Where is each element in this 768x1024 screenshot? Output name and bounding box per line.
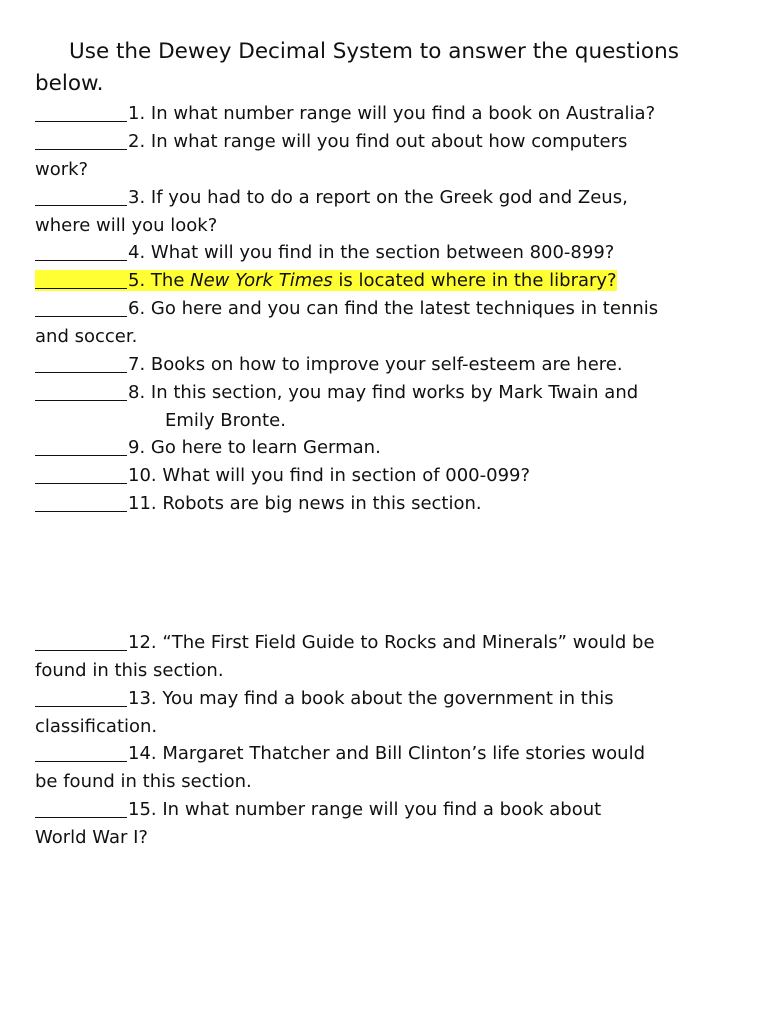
answer-blank-2[interactable] [35, 129, 127, 150]
question-11 [35, 490, 750, 518]
question-number: 6. [128, 298, 146, 319]
question-text: If you had to do a report on the Greek god and Zeus, [150, 187, 628, 208]
question-text: You may find a book about the government in this [162, 688, 614, 709]
question-text: In what number range will you find a book about [162, 799, 602, 820]
question-1 [35, 100, 750, 128]
question-number: 12. [128, 632, 157, 653]
question-text: The [150, 270, 185, 291]
question-text: In this section, you may find works by Mark Twain and [150, 382, 639, 403]
question-number: 1. [128, 103, 146, 124]
answer-blank-1[interactable] [35, 101, 127, 122]
highlighted-question [35, 270, 617, 291]
question-text: Go here and you can find the latest techniques in tennis [150, 298, 659, 319]
question-4 [35, 239, 750, 267]
question-text-continued: and soccer. [35, 325, 138, 347]
question-text-continued: World War I? [35, 826, 148, 848]
question-text-continued: where will you look? [35, 214, 218, 236]
question-text-continued: found in this section. [35, 659, 224, 681]
question-text-continued: classification. [35, 715, 158, 737]
question-9 [35, 434, 750, 462]
answer-blank-4[interactable] [35, 240, 127, 261]
question-text: Robots are big news in this section. [162, 493, 482, 514]
question-number: 8. [128, 382, 146, 403]
question-text-rest: is located where in the library? [338, 270, 617, 291]
answer-blank-10[interactable] [35, 463, 127, 484]
answer-blank-11[interactable] [35, 491, 127, 512]
question-number: 2. [128, 131, 146, 152]
question-text: Go here to learn German. [150, 437, 381, 458]
answer-blank-7[interactable] [35, 352, 127, 373]
answer-blank-6[interactable] [35, 296, 127, 317]
question-text: In what number range will you find a book on Australia? [150, 103, 656, 124]
answer-blank-15[interactable] [35, 797, 127, 818]
question-number: 15. [128, 799, 157, 820]
question-text-continued: be found in this section. [35, 770, 252, 792]
question-number: 7. [128, 354, 146, 375]
question-text: What will you find in the section between 800-899? [150, 242, 615, 263]
question-number: 9. [128, 437, 146, 458]
question-15 [35, 796, 750, 852]
question-text: In what range will you find out about how computers [150, 131, 628, 152]
question-number: 5. [128, 270, 146, 291]
question-6 [35, 295, 750, 351]
question-14 [35, 740, 750, 796]
question-number: 10. [128, 465, 157, 486]
answer-blank-3[interactable] [35, 185, 127, 206]
answer-blank-14[interactable] [35, 741, 127, 762]
question-7 [35, 351, 750, 379]
question-2 [35, 128, 750, 184]
question-text: Books on how to improve your self-esteem are here. [150, 354, 623, 375]
question-number: 14. [128, 743, 157, 764]
question-text-continued: work? [35, 158, 89, 180]
answer-blank-5[interactable] [35, 268, 127, 289]
question-12 [35, 629, 750, 685]
answer-blank-8[interactable] [35, 380, 127, 401]
question-3 [35, 184, 750, 240]
newspaper-title: New York Times [190, 270, 333, 291]
answer-blank-12[interactable] [35, 630, 127, 651]
worksheet-title: Use the Dewey Decimal System to answer the questions below. [35, 39, 679, 96]
answer-blank-13[interactable] [35, 686, 127, 707]
question-text: “The First Field Guide to Rocks and Minerals” would be [162, 632, 655, 653]
question-5 [35, 267, 750, 295]
question-10 [35, 462, 750, 490]
question-13 [35, 685, 750, 741]
question-number: 11. [128, 493, 157, 514]
question-number: 4. [128, 242, 146, 263]
question-text-continued: Emily Bronte. [165, 409, 286, 431]
question-text: What will you find in section of 000-099? [162, 465, 531, 486]
question-number: 13. [128, 688, 157, 709]
question-number: 3. [128, 187, 146, 208]
question-text: Margaret Thatcher and Bill Clinton’s life stories would [162, 743, 645, 764]
answer-blank-9[interactable] [35, 435, 127, 456]
question-8 [35, 379, 750, 435]
